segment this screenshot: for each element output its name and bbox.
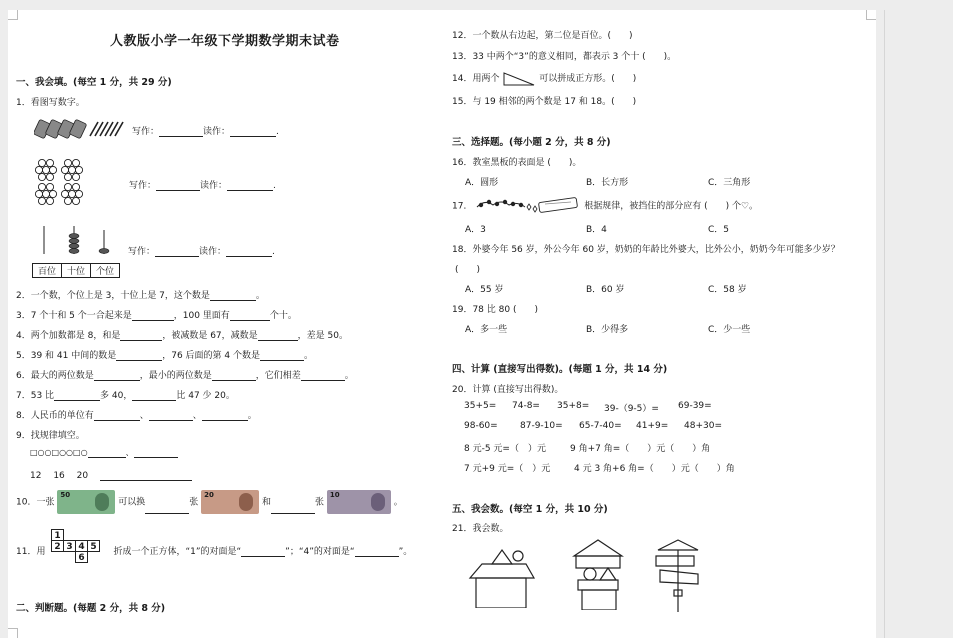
question-11: 11．用 折成一个正方体，“1”的对面是“ ”；“4”的对面是“ ”。 (16, 547, 413, 557)
bead-string-image (475, 197, 581, 215)
crop-mark (8, 628, 18, 638)
blank[interactable] (226, 247, 272, 257)
question-6: 6．最大的两位数是 ，最小的两位数是 ，它们相差 。 (16, 371, 354, 381)
section-3-heading: 三、选择题。(每小题 2 分，共 8 分) (452, 137, 611, 148)
place-label-hundreds: 百位 (33, 264, 62, 277)
calc-item: 9 角+7 角=（ ）元（ ）角 (570, 444, 711, 454)
q1-answer-row-3: 写作： 读作： . (128, 247, 275, 257)
blank[interactable] (159, 127, 203, 137)
calc-item: 39-（9-5）= (604, 404, 659, 414)
section-1-heading: 一、我会填。(每空 1 分，共 29 分) (16, 77, 172, 88)
question-3: 3．7 个十和 5 个一合起来是 ，100 里面有 个十。 (16, 311, 297, 321)
question-16: 16．教室黑板的表面是 ( )。 (452, 158, 582, 168)
blank[interactable] (230, 127, 276, 137)
blank[interactable] (100, 471, 192, 481)
q1-answer-row-1: 写作： 读作： . (132, 127, 279, 137)
q16-option-b[interactable]: B．长方形 (586, 178, 629, 188)
question-18: 18．外婆今年 56 岁，外公今年 60 岁，奶奶的年龄比外婆大，比外公小，奶奶今年可能多少岁？ (452, 245, 840, 255)
bead-circles-image (32, 158, 90, 206)
calc-item: 87-9-10= (520, 421, 563, 431)
q16-option-a[interactable]: A．圆形 (465, 178, 499, 188)
blank[interactable] (227, 181, 273, 191)
blank[interactable] (260, 351, 304, 361)
q17-option-c[interactable]: C．5 (708, 225, 730, 235)
question-14: 14．用两个 可以拼成正方形。( ) (452, 71, 636, 86)
calc-item: 74-8= (512, 401, 540, 411)
place-label-ones: 个位 (95, 267, 114, 277)
banknote-50-image: 50 (57, 490, 115, 514)
q1-answer-row-2: 写作： 读作： . (129, 181, 276, 191)
blank[interactable] (271, 504, 315, 514)
question-17: 17． 根据规律，被挡住的部分应有 ( ) 个♡。 (452, 197, 758, 215)
stick-bundles-image (34, 118, 126, 140)
q17-option-b[interactable]: B．4 (586, 225, 607, 235)
calc-item: 48+30= (684, 421, 722, 431)
abacus-place-labels (32, 263, 120, 278)
banknote-10-image: 10 (327, 490, 391, 514)
q9-number-pattern: 12 16 20 (30, 468, 192, 481)
cube-net-image: 1 2 3 4 5 6 (51, 529, 111, 573)
abacus-image (32, 226, 120, 262)
calc-item: 65-7-40= (579, 421, 622, 431)
blank[interactable] (94, 371, 140, 381)
section-4-heading: 四、计算 (直接写出得数)。(每题 1 分，共 14 分) (452, 364, 668, 375)
calc-item: 35+5= (464, 401, 497, 411)
q19-option-a[interactable]: A．多一些 (465, 325, 508, 335)
question-21: 21．我会数。 (452, 524, 509, 534)
blank[interactable] (88, 448, 126, 458)
blank[interactable] (149, 411, 193, 421)
calc-item: 7 元+9 元=（ ）元 (464, 464, 551, 474)
blank[interactable] (94, 411, 140, 421)
crop-mark (8, 10, 18, 20)
question-12: 12．一个数从右边起，第二位是百位。( ) (452, 31, 633, 41)
q18-answer-paren: ( ) (455, 265, 481, 275)
q18-option-c[interactable]: C．58 岁 (708, 285, 747, 295)
question-10: 10．一张 50 可以换 张 20 和 张 10 。 (16, 490, 403, 514)
question-8: 8．人民币的单位有 、 、 。 (16, 411, 257, 421)
q9-shape-pattern: □○○□○○□○ 、 (30, 447, 178, 458)
blank[interactable] (120, 331, 162, 341)
question-15: 15．与 19 相邻的两个数是 17 和 18。( ) (452, 97, 637, 107)
calc-item: 69-39= (678, 401, 712, 411)
q18-option-b[interactable]: B．60 岁 (586, 285, 625, 295)
calc-item: 98-60= (464, 421, 498, 431)
calc-item: 4 元 3 角+6 角=（ ）元（ ）角 (574, 464, 735, 474)
question-9: 9．找规律填空。 (16, 431, 85, 441)
q19-option-b[interactable]: B．少得多 (586, 325, 629, 335)
q16-option-c[interactable]: C．三角形 (708, 178, 751, 188)
blank[interactable] (301, 371, 345, 381)
crop-mark (866, 10, 876, 20)
calc-item: 41+9= (636, 421, 669, 431)
blank[interactable] (230, 311, 270, 321)
house-shape-figure (468, 542, 538, 608)
question-1: 1．看图写数字。 (16, 98, 85, 108)
q18-option-a[interactable]: A．55 岁 (465, 285, 504, 295)
q19-option-c[interactable]: C．少一些 (708, 325, 751, 335)
question-2: 2．一个数，个位上是 3，十位上是 7，这个数是 。 (16, 291, 265, 301)
calc-item: 35+8= (557, 401, 590, 411)
section-5-heading: 五、我会数。(每空 1 分，共 10 分) (452, 504, 608, 515)
question-20: 20．计算 (直接写出得数)。 (452, 385, 564, 395)
question-13: 13．33 中两个“3”的意义相同，都表示 3 个十 ( )。 (452, 52, 677, 62)
triangle-icon (502, 72, 536, 86)
blank[interactable] (241, 547, 285, 557)
blank[interactable] (210, 291, 256, 301)
question-19: 19．78 比 80 ( ) (452, 305, 538, 315)
question-5: 5．39 和 41 中间的数是 ，76 后面的第 4 个数是 。 (16, 351, 313, 361)
blank[interactable] (155, 247, 199, 257)
q17-option-a[interactable]: A．3 (465, 225, 486, 235)
tower-shape-figure (570, 536, 626, 610)
page-title: 人教版小学一年级下学期数学期末试卷 (110, 34, 340, 49)
blank[interactable] (156, 181, 200, 191)
document-page (8, 10, 876, 638)
blank[interactable] (212, 371, 256, 381)
blank[interactable] (132, 311, 174, 321)
blank[interactable] (54, 391, 100, 401)
blank[interactable] (355, 547, 399, 557)
place-label-tens: 十位 (62, 264, 91, 277)
section-2-heading: 二、判断题。(每题 2 分，共 8 分) (16, 603, 166, 614)
calc-item: 8 元-5 元=（ ）元 (464, 444, 546, 454)
question-7: 7．53 比 多 40， 比 47 少 20。 (16, 391, 235, 401)
question-4: 4．两个加数都是 8，和是 ，被减数是 67，减数是 ，差是 50。 (16, 331, 348, 341)
banknote-20-image: 20 (201, 490, 259, 514)
page-scrollbar[interactable] (884, 10, 885, 638)
blank[interactable] (145, 504, 189, 514)
signpost-shape-figure (652, 538, 702, 612)
blank[interactable] (258, 331, 298, 341)
blank[interactable] (116, 351, 162, 361)
blank[interactable] (202, 411, 248, 421)
blank[interactable] (132, 391, 176, 401)
blank[interactable] (134, 448, 178, 458)
